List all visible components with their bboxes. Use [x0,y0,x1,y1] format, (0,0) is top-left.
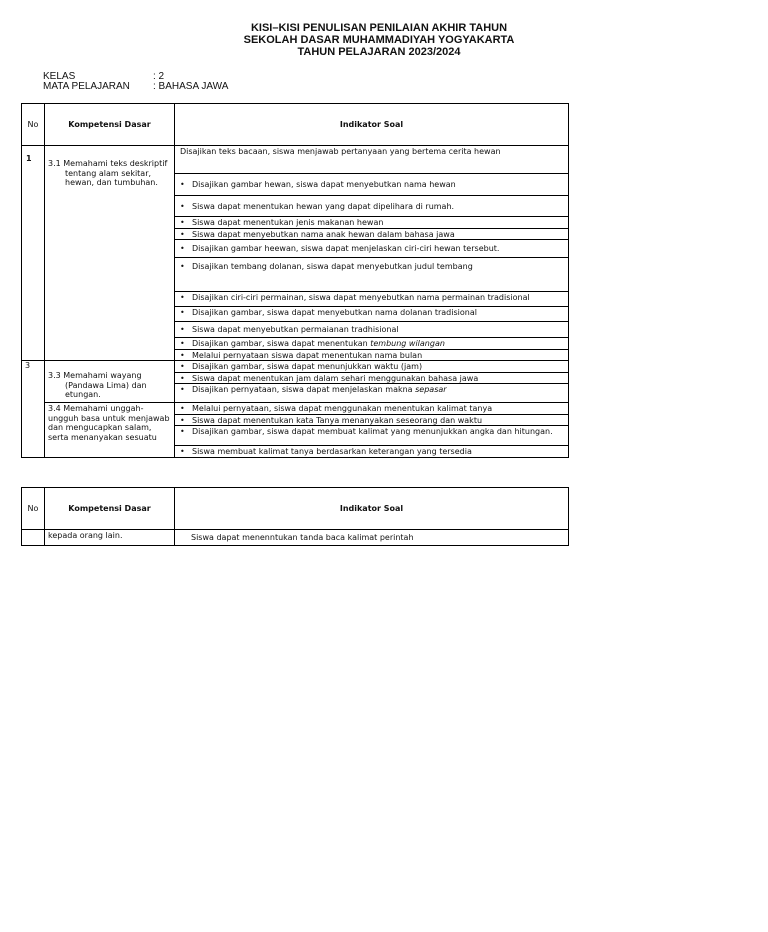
header-kd: Kompetensi Dasar [45,488,175,530]
indicator-text: • Siswa dapat menentukan kata Tanya menanyakan seseorang dan waktu [177,416,564,426]
row-number [22,530,45,546]
kelas-label: KELAS [43,71,76,82]
indicator-cell [175,292,569,307]
indicator-text: • Melalui pernyataan siswa dapat menentukan nama bulan [177,351,564,361]
row-number: 1 [22,146,45,361]
indicator-text: • Siswa dapat menentukan hewan yang dapat dipelihara di rumah. [177,202,564,212]
indicator-text: Disajikan teks bacaan, siswa menjawab pertanyaan yang bertema cerita hewan [180,147,501,156]
indicator-text: • Disajikan tembang dolanan, siswa dapat menyebutkan judul tembang [177,262,564,272]
kd-text: 3.4 Memahami unggah-ungguh basa untuk menjawab dan mengucapkan salam, serta menanyakan sesuatu [48,404,170,442]
indicator-cell [175,258,569,292]
indicator-cell [175,217,569,229]
indicator-cell [175,240,569,258]
meta-mapel [43,81,228,92]
indicator-term-tembung-wilangan: tembung wilangan [370,339,445,348]
indicator-cell [175,426,569,446]
table-row [22,361,569,373]
doc-title-line3: TAHUN PELAJARAN 2023/2024 [297,46,461,58]
kisi-table-2 [21,487,569,546]
kd-cell [45,361,175,403]
indicator-term-sepasar: sepasar [415,385,447,394]
indicator-text: • Disajikan gambar heewan, siswa dapat menjelaskan ciri-ciri hewan tersebut. [177,244,564,254]
header-indikator: Indikator Soal [175,488,569,530]
indicator-text: • Disajikan gambar, siswa dapat membuat kalimat yang menunjukkan angka dan hitungan. [177,427,564,437]
indicator-cell [175,146,569,174]
indicator-cell [175,228,569,240]
kelas-value: : 2 [153,71,165,82]
indicator-text [177,385,564,395]
indicator-text: • Siswa dapat menentukan jam dalam sehari menggunakan bahasa jawa [177,374,564,384]
indicator-text: • Disajikan gambar hewan, siswa dapat menyebutkan nama hewan [177,180,564,190]
doc-title-line1: KISI–KISI PENULISAN PENILAIAN AKHIR TAHUN [250,22,508,34]
kd-text: 3.3 Memahami wayang (Pandawa Lima) dan etungan. [48,371,147,399]
table-row [22,530,569,546]
kd-text: kepada orang lain. [48,531,123,540]
indicator-text [177,339,564,349]
table-row [22,403,569,415]
indicator-text: • Disajikan gambar, siswa dapat menunjukkan waktu (jam) [177,362,564,372]
header-indikator: Indikator Soal [175,104,569,146]
indicator-cell [175,414,569,426]
indicator-text-part: Disajikan gambar, siswa dapat menentukan [192,339,371,348]
kd-text: 3.1 Memahami teks deskriptif tentang alam sekitar, hewan, dan tumbuhan. [48,159,168,187]
indicator-text: • Siswa dapat menyebutkan nama anak hewan dalam bahasa jawa [177,230,564,240]
mapel-value: : BAHASA JAWA [153,81,229,92]
header-no: No [22,104,45,146]
indicator-cell [175,384,569,403]
indicator-cell [175,196,569,217]
kd-cell [45,530,175,546]
kd-cell [45,403,175,458]
indicator-cell [175,322,569,338]
table-header-row [22,104,569,146]
indicator-cell [175,372,569,384]
indicator-cell [175,174,569,196]
indicator-cell [175,349,569,361]
header-kd: Kompetensi Dasar [45,104,175,146]
indicator-text: • Siswa dapat menyebutkan permaianan tradhisional [177,325,564,335]
indicator-cell [175,530,569,546]
indicator-text: • Disajikan ciri-ciri permainan, siswa dapat menyebutkan nama permainan tradisional [177,293,564,303]
indicator-cell [175,403,569,415]
kisi-table-1 [21,103,569,458]
mapel-label: MATA PELAJARAN [43,81,130,92]
header-no: No [22,488,45,530]
indicator-cell [175,338,569,350]
row-number: 3 [22,361,45,458]
indicator-text: • Melalui pernyataan, siswa dapat menggunakan menentukan kalimat tanya [177,404,564,414]
kd-cell [45,146,175,361]
indicator-cell [175,361,569,373]
indicator-text-part: Disajikan pernyataan, siswa dapat menjelaskan makna [192,385,416,394]
table-header-row [22,488,569,530]
indicator-text: • Disajikan gambar, siswa dapat menyebutkan nama dolanan tradisional [177,308,564,318]
doc-title-line2: SEKOLAH DASAR MUHAMMADIYAH YOGYAKARTA [243,34,515,46]
indicator-text: Siswa dapat menenntukan tanda baca kalimat perintah [191,533,414,543]
indicator-text: • Siswa dapat menentukan jenis makanan hewan [177,218,564,228]
indicator-cell [175,307,569,322]
indicator-cell [175,446,569,458]
indicator-text: • Siswa membuat kalimat tanya berdasarkan keterangan yang tersedia [177,447,564,457]
table-row [22,146,569,174]
